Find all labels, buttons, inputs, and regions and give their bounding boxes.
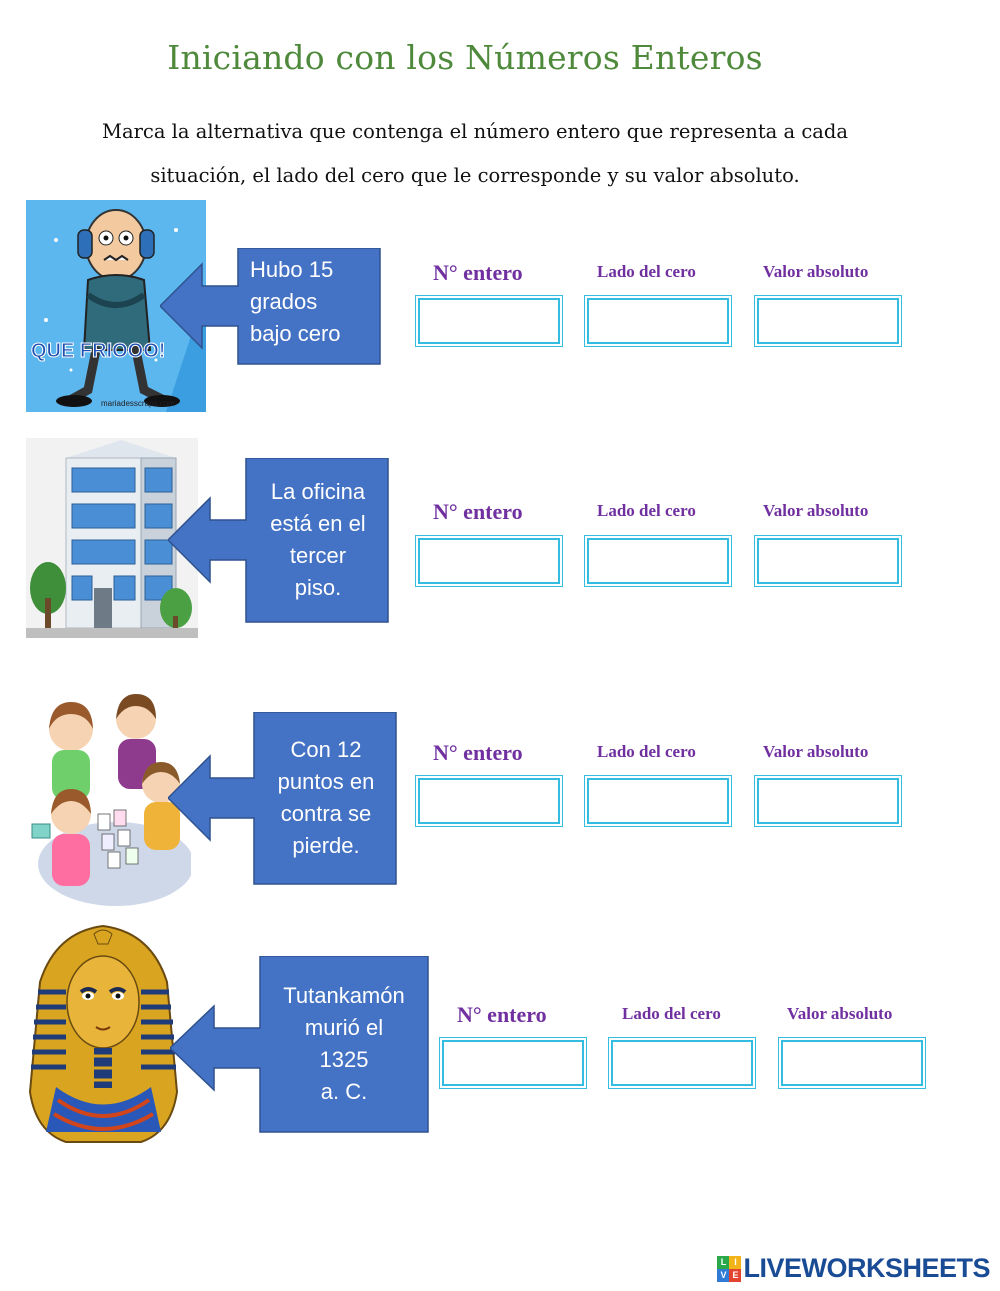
header-lado-2: Lado del cero: [597, 501, 696, 520]
callout-4: [170, 956, 430, 1134]
header-lado-1: Lado del cero: [597, 262, 696, 281]
answer-entero-4[interactable]: [442, 1040, 584, 1086]
answer-valor-1[interactable]: [757, 298, 899, 344]
situation-row-4: [0, 922, 1000, 1152]
kids-playing-cards-image: [26, 684, 191, 909]
callout-text-4: Tutankamón murió el 1325 a. C.: [283, 983, 405, 1104]
tutankhamun-mask-image: [26, 922, 181, 1150]
callout-text-1: Hubo 15 grados bajo cero: [250, 257, 341, 346]
callout-3: [168, 712, 398, 886]
instructions-line-2: situación, el lado del cero que le corresponde y su valor absoluto.: [150, 164, 800, 187]
mark-letter-l: L: [717, 1256, 729, 1269]
header-lado-3: Lado del cero: [597, 742, 696, 761]
header-valor-3: Valor absoluto: [763, 742, 869, 761]
situation-row-1: [0, 200, 1000, 415]
answer-valor-4[interactable]: [781, 1040, 923, 1086]
header-entero-3: N° entero: [433, 740, 523, 765]
callout-text-3: Con 12 puntos en contra se pierde.: [277, 737, 375, 858]
header-lado-4: Lado del cero: [622, 1004, 721, 1023]
answer-valor-3[interactable]: [757, 778, 899, 824]
callout-2: [168, 458, 390, 624]
image-caption-text: QUE FRIOOO!: [31, 340, 166, 362]
answer-valor-2[interactable]: [757, 538, 899, 584]
answer-entero-2[interactable]: [418, 538, 560, 584]
answer-lado-2[interactable]: [587, 538, 729, 584]
situation-row-2: [0, 438, 1000, 643]
answer-lado-1[interactable]: [587, 298, 729, 344]
answer-lado-4[interactable]: [611, 1040, 753, 1086]
image-credit-text: mariadesscraps.com: [101, 399, 175, 408]
situation-row-3: [0, 684, 1000, 914]
liveworksheets-mark-icon: [717, 1256, 741, 1282]
answer-entero-1[interactable]: [418, 298, 560, 344]
callout-text-2: La oficina está en el tercer piso.: [270, 479, 366, 600]
answer-entero-3[interactable]: [418, 778, 560, 824]
header-entero-4: N° entero: [457, 1002, 547, 1027]
callout-1: [160, 248, 382, 366]
brand-name: LIVEWORKSHEETS: [743, 1253, 990, 1283]
page-title: Iniciando con los Números Enteros: [167, 38, 763, 77]
mark-letter-v: V: [717, 1269, 729, 1282]
answer-lado-3[interactable]: [587, 778, 729, 824]
header-valor-2: Valor absoluto: [763, 501, 869, 520]
mark-letter-e: E: [729, 1269, 741, 1282]
header-valor-1: Valor absoluto: [763, 262, 869, 281]
mark-letter-i: I: [729, 1256, 741, 1269]
liveworksheets-logo: [717, 1253, 990, 1284]
header-entero-1: N° entero: [433, 260, 523, 285]
instructions-line-1: Marca la alternativa que contenga el número entero que representa a cada: [102, 120, 848, 143]
header-entero-2: N° entero: [433, 499, 523, 524]
header-valor-4: Valor absoluto: [787, 1004, 893, 1023]
